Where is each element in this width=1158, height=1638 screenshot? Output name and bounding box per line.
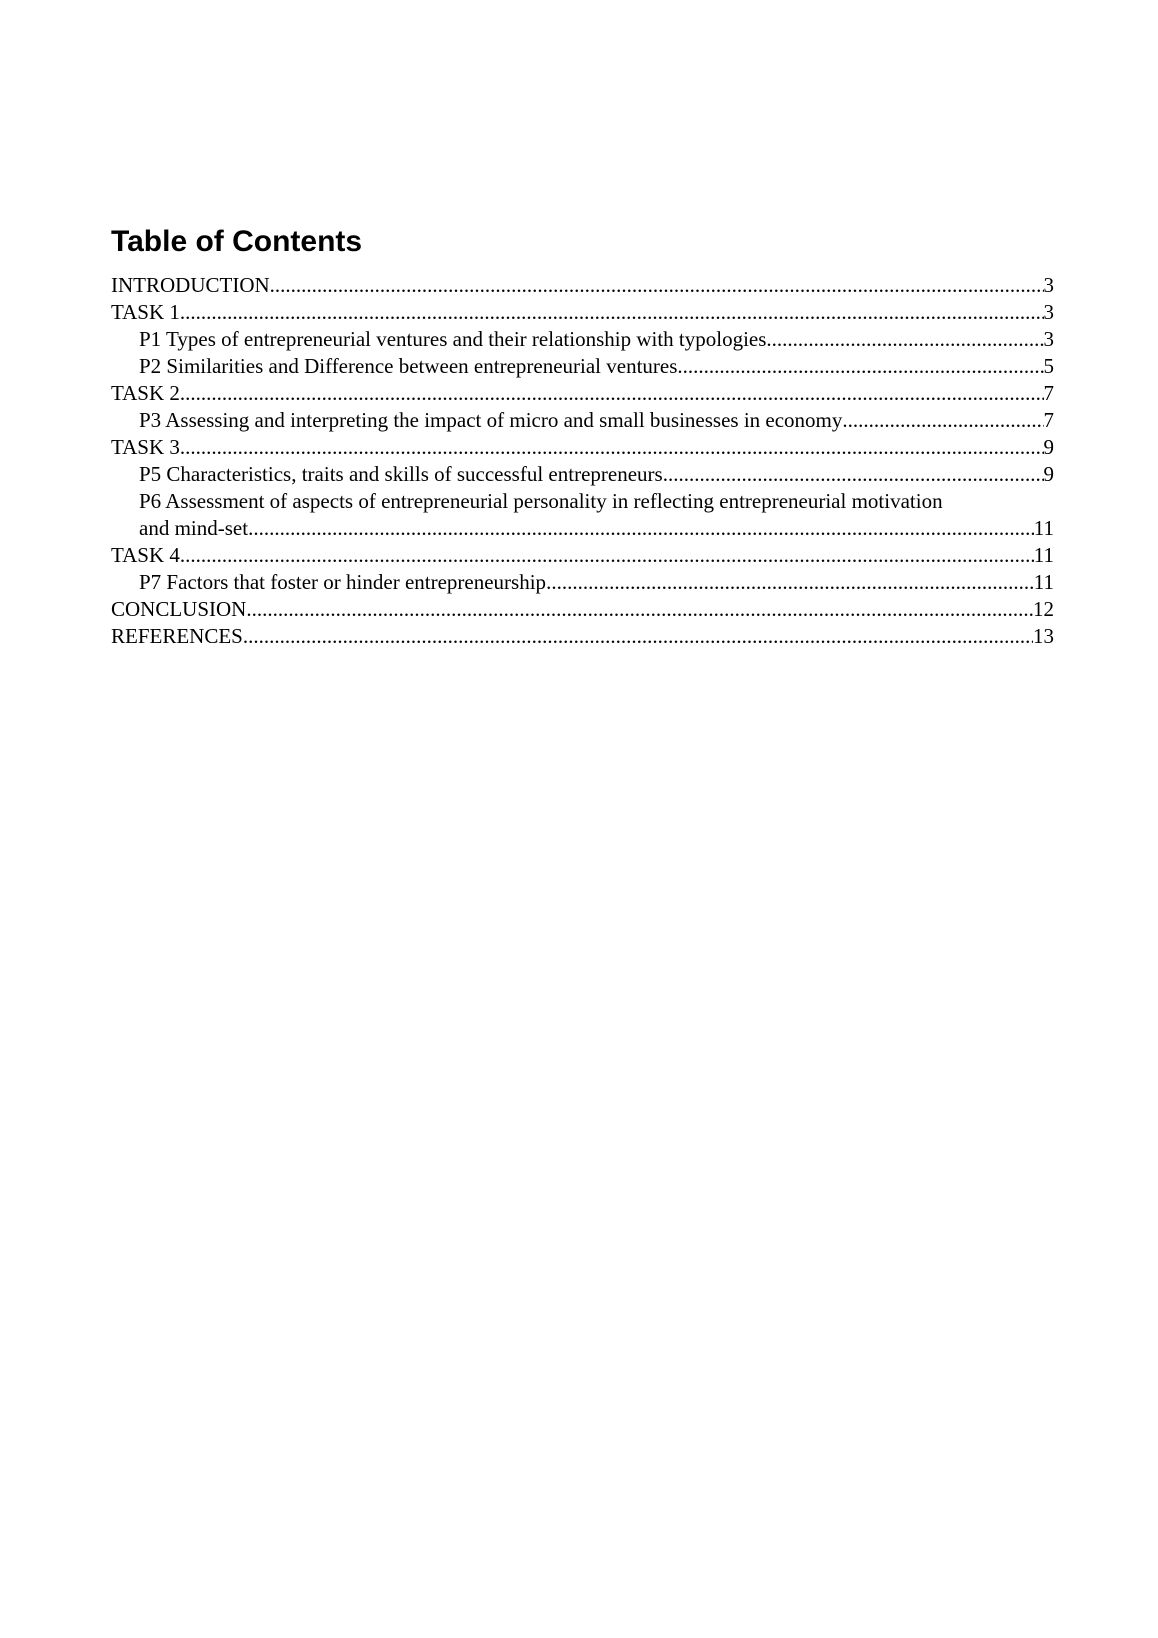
toc-entry-references[interactable] — [111, 623, 1054, 650]
dot-leader — [766, 326, 1043, 353]
toc-entry-label: TASK 2 — [111, 381, 180, 405]
toc-page-number: 11 — [1033, 543, 1054, 567]
dot-leader — [180, 380, 1044, 407]
toc-page-number: 12 — [1033, 597, 1054, 621]
toc-entry-p7[interactable] — [111, 569, 1054, 596]
toc-page-number: 3 — [1043, 273, 1054, 297]
toc-page-number: 9 — [1043, 435, 1054, 459]
toc-entry-p3[interactable] — [111, 407, 1054, 434]
toc-entry-introduction[interactable] — [111, 272, 1054, 299]
toc-entry-label: P2 Similarities and Difference between entrepreneurial ventures — [139, 354, 678, 378]
toc-page-number: 7 — [1043, 408, 1054, 432]
dot-leader — [842, 407, 1043, 434]
dot-leader — [546, 569, 1034, 596]
toc-entry-task-3[interactable] — [111, 434, 1054, 461]
toc-entry-label: INTRODUCTION — [111, 273, 270, 297]
toc-page-number: 13 — [1033, 624, 1054, 648]
dot-leader — [180, 299, 1044, 326]
toc-entry-task-1[interactable] — [111, 299, 1054, 326]
toc-entry-label: TASK 1 — [111, 300, 180, 324]
toc-page-number: 11 — [1033, 570, 1054, 594]
toc-entry-p2[interactable] — [111, 353, 1054, 380]
toc-entry-label: TASK 3 — [111, 435, 180, 459]
toc-entry-label: P1 Types of entrepreneurial ventures and their relationship with typologies — [139, 327, 767, 351]
toc-entry-label: CONCLUSION — [111, 597, 247, 621]
toc-page-number: 7 — [1043, 381, 1054, 405]
dot-leader — [248, 515, 1034, 542]
dot-leader — [243, 623, 1033, 650]
toc-page-number: 11 — [1033, 516, 1054, 540]
toc-entry-label: TASK 4 — [111, 543, 180, 567]
toc-page-number: 9 — [1043, 462, 1054, 486]
toc-entry-label: REFERENCES — [111, 624, 243, 648]
dot-leader — [677, 353, 1043, 380]
dot-leader — [663, 461, 1044, 488]
toc-entry-p1[interactable] — [111, 326, 1054, 353]
toc-entry-label: P5 Characteristics, traits and skills of successful entrepreneurs — [139, 462, 663, 486]
toc-entry-task-4[interactable] — [111, 542, 1054, 569]
toc-entry-label: P3 Assessing and interpreting the impact of micro and small businesses in economy — [139, 408, 843, 432]
toc-entry-label-line-2: and mind-set — [139, 516, 249, 540]
dot-leader — [180, 434, 1044, 461]
dot-leader — [270, 272, 1044, 299]
toc-entry-label: P7 Factors that foster or hinder entrepreneurship — [139, 570, 547, 594]
toc-entry-last-line — [139, 515, 1054, 542]
dot-leader — [180, 542, 1034, 569]
toc-title: Table of Contents — [111, 225, 363, 258]
toc-page-number: 3 — [1043, 327, 1054, 351]
dot-leader — [246, 596, 1033, 623]
toc-entry-label-line-1: P6 Assessment of aspects of entrepreneurial personality in reflecting entrepreneurial motivation — [139, 489, 943, 513]
toc-page-number: 3 — [1043, 300, 1054, 324]
table-of-contents — [111, 222, 1054, 650]
toc-entry-task-2[interactable] — [111, 380, 1054, 407]
toc-page-number: 5 — [1043, 354, 1054, 378]
toc-entry-p5[interactable] — [111, 461, 1054, 488]
toc-entry-p6[interactable] — [111, 488, 1054, 542]
toc-entry-conclusion[interactable] — [111, 596, 1054, 623]
